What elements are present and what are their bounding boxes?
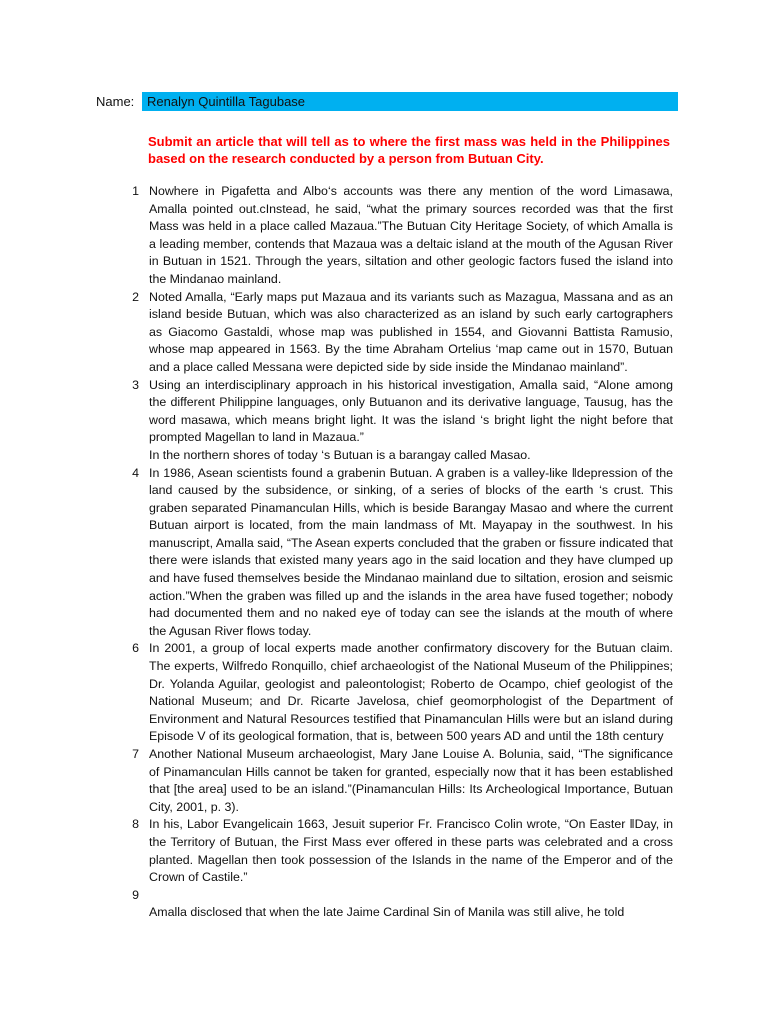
item-text: Noted Amalla, “Early maps put Mazaua and its variants such as Mazagua, Massana and as an island beside Butuan, which was also characterized as an island by such early cartographers as Giacomo Gastaldi, whose map was published in 1554, and Giovanni Battista Ramusio, whose map appeared in 1563. By the time Abraham Ortelius ‘map came out in 1570, Butuan and a place called Messana were depicted side by side inside the Mindanao mainland”. [149, 289, 673, 374]
item-text: Another National Museum archaeologist, Mary Jane Louise A. Bolunia, said, “The significance of Pinamanculan Hills cannot be taken for granted, especially now that it has been established that [the area] used to be an island.”(Pinamanculan Hills: Its Archeological Importance, Butuan City, 2001, p. 3). [149, 747, 673, 814]
item-number: 2 [132, 289, 139, 304]
trailing-paragraph: Amalla disclosed that when the late Jaime Cardinal Sin of Manila was still alive, he told [149, 905, 625, 920]
list-item-1 [117, 183, 673, 289]
item-number: 4 [132, 465, 139, 480]
list-item-2 [117, 289, 673, 377]
item-text: In 1986, Asean scientists found a grabenin Butuan. A graben is a valley-like ‖depression of the land caused by the subsidence, or sinking, of a series of blocks of the earth ‘s crust. This graben separated Pinamanculan Hills, which is beside Barangay Masao and where the current Butuan airport is located, from the main landmass of Mt. Mayapay in the southwest. In his manuscript, Amalla said, “The Asean experts concluded that the graben or fissure indicated that there were islands that existed many years ago in the said location and they have clumped up and have fused themselves beside the Mindanao mainland due to siltation, erosion and seismic action.”When the graben was filled up and the islands in the area have fused together; nobody had documented them and no naked eye of today can see the islands at the mouth of where the Agusan River flows today. [149, 465, 673, 638]
list-item-3 [117, 377, 673, 447]
item-number: 8 [132, 817, 139, 832]
list-item-6 [117, 640, 673, 746]
item-number: 9 [132, 887, 139, 902]
item-text: Using an interdisciplinary approach in his historical investigation, Amalla said, “Alone among the different Philippine languages, only Butuanon and its derivative language, Tausug, has the word masawa, which means bright light. It was the island ‘s bright light the night before that prompted Magellan to land in Mazaua.” [149, 377, 673, 445]
item-text: In his, Labor Evangelicain 1663, Jesuit superior Fr. Francisco Colin wrote, “On Easter ‖Day, in the Territory of Butuan, the First Mass ever offered in these parts was celebrated and a cross planted. Magellan then took possession of the Islands in the name of the Emperor and of the Crown of Castile.” [149, 817, 673, 885]
item-number: 3 [132, 377, 139, 392]
name-value-field[interactable]: Renalyn Quintilla Tagubase [142, 92, 678, 111]
numbered-list [117, 183, 673, 922]
list-item-7 [117, 746, 673, 816]
name-label: Name: [96, 94, 135, 109]
list-item-8 [117, 816, 673, 886]
name-row [96, 92, 679, 111]
list-item-9 [117, 887, 673, 905]
item-number: 7 [132, 747, 139, 761]
list-item-4 [117, 465, 673, 641]
assignment-prompt: Submit an article that will tell as to where the first mass was held in the Philippines based on the research conducted by a person from Butuan City. [148, 134, 670, 166]
item-text: In 2001, a group of local experts made another confirmatory discovery for the Butuan claim. The experts, Wilfredo Ronquillo, chief archaeologist of the National Museum of the Philippines; Dr. Yolanda Aguilar, geologist and paleontologist; Roberto de Ocampo, chief geologist of the National Museum; and Dr. Ricarte Javelosa, chief geomorphologist of the Department of Environment and Natural Resources testified that Pinamanculan Hills were but an island during Episode V of its geological formation, that is, between 500 years AD and until the 18th century [149, 641, 673, 744]
item-text: Nowhere in Pigafetta and Albo‘s accounts was there any mention of the word Limasawa, Amalla pointed out.cInstead, he said, “what the primary sources recorded was that the first Mass was held in a place called Mazaua.”The Butuan City Heritage Society, of which Amalla is a leading member, contends that Mazaua was a deltaic island at the mouth of the Agusan River in Butuan in 1521. Through the years, siltation and other geologic factors fused the island into the Mindanao mainland. [149, 184, 673, 286]
item-number: 6 [132, 641, 139, 656]
item-number: 1 [132, 184, 139, 198]
item-3-extra-line: In the northern shores of today ‘s Butuan is a barangay called Masao. [149, 447, 531, 462]
